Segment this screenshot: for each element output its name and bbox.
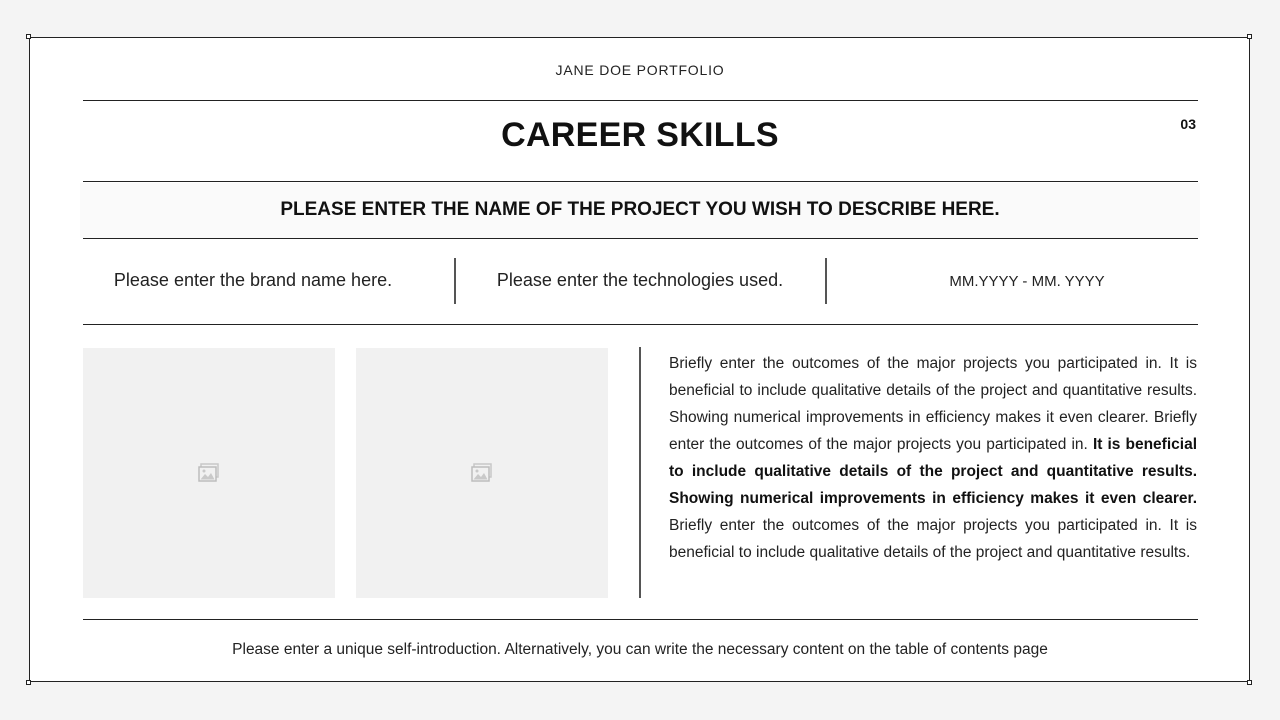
divider-footer [83, 619, 1198, 620]
divider-title [83, 181, 1198, 182]
divider-project [83, 238, 1198, 239]
description-text-bold: It is beneficial to include qualitative details of the project and quantitative results. Showing numerical improvements in efficiency makes it even clearer. [669, 436, 1198, 507]
page-number[interactable]: 03 [1180, 116, 1196, 132]
project-name[interactable]: PLEASE ENTER THE NAME OF THE PROJECT YOU WISH TO DESCRIBE HERE. [280, 199, 1000, 220]
page-title[interactable]: CAREER SKILLS [501, 116, 779, 154]
content-divider [639, 347, 641, 598]
self-introduction-text[interactable]: Please enter a unique self-introduction. Alternatively, you can write the necessary content on the table of contents page [232, 641, 1048, 658]
resize-handle-top-right[interactable] [1247, 34, 1252, 39]
description-text-1: Briefly enter the outcomes of the major projects you participated in. It is beneficial to include qualitative details of the project and quantitative results. Showing numerical improvements in efficiency makes it even clearer. Briefly enter the outcomes of the major projects you participated in. [669, 355, 1197, 453]
image-placeholder-icon [471, 463, 493, 483]
image-placeholder-1[interactable] [83, 348, 335, 598]
brand-name-text[interactable]: Please enter the brand name here. [113, 270, 393, 290]
divider-info [83, 324, 1198, 325]
resize-handle-bottom-left[interactable] [26, 680, 31, 685]
portfolio-label[interactable]: JANE DOE PORTFOLIO [555, 62, 725, 78]
resize-handle-bottom-right[interactable] [1247, 680, 1252, 685]
divider-top [83, 100, 1198, 101]
image-placeholder-2[interactable] [356, 348, 608, 598]
image-placeholder-icon [198, 463, 220, 483]
resize-handle-top-left[interactable] [26, 34, 31, 39]
technologies-text[interactable]: Please enter the technologies used. [496, 270, 784, 290]
project-period-text[interactable]: MM.YYYY - MM. YYYY [949, 273, 1105, 290]
project-description[interactable] [669, 350, 1197, 566]
description-text-3: Briefly enter the outcomes of the major projects you participated in. It is beneficial to include qualitative details of the project and quantitative results. [669, 517, 1197, 561]
